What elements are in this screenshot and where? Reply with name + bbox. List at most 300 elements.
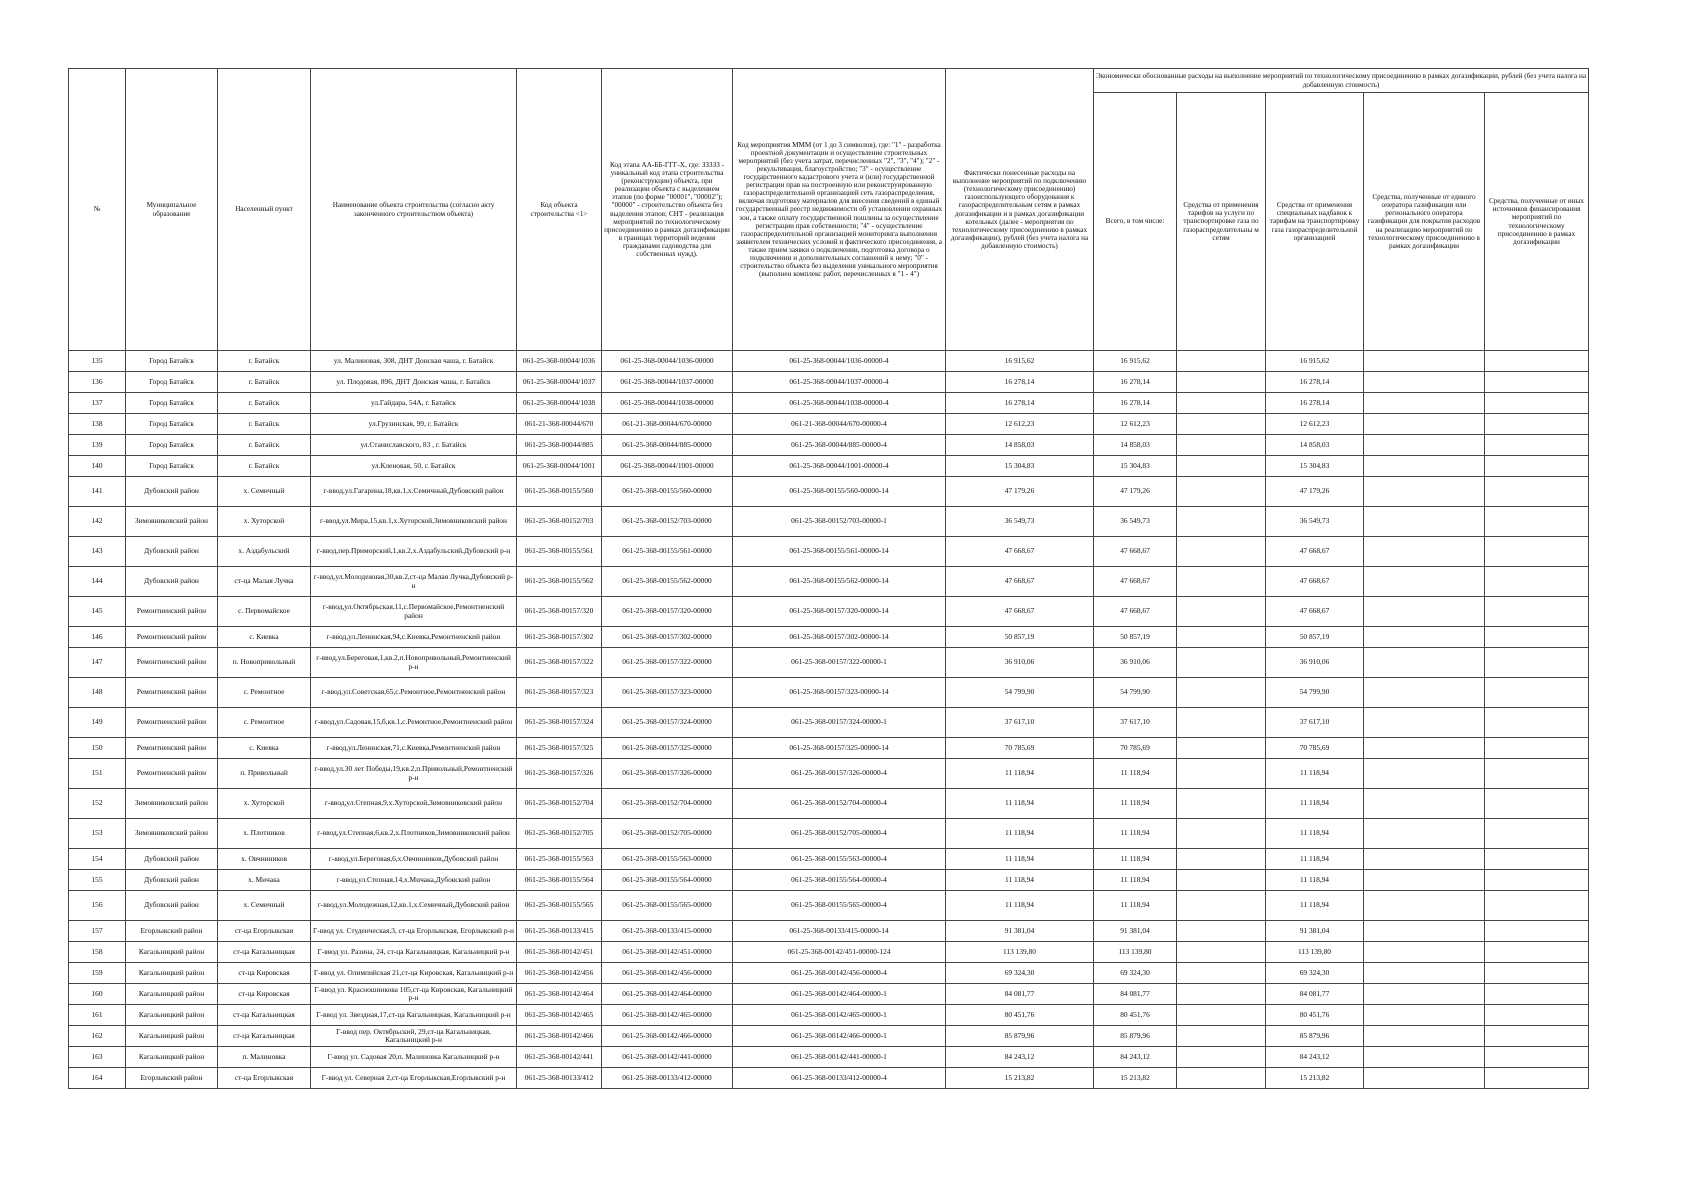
cell-operator-funds — [1364, 1047, 1485, 1068]
cell-surcharge-funds: 16 278,14 — [1266, 372, 1364, 393]
table-row — [69, 414, 1589, 435]
cell-settlement: ст-ца Егорлыкская — [218, 921, 311, 942]
cell-total: 85 879,96 — [1094, 1026, 1177, 1047]
cell-municipality: Кагальницкий район — [126, 942, 218, 963]
table-row — [69, 393, 1589, 414]
cell-object-code: 061-25-368-00155/564 — [517, 870, 602, 891]
cell-surcharge-funds: 16 278,14 — [1266, 393, 1364, 414]
cell-surcharge-funds: 70 785,69 — [1266, 738, 1364, 759]
cell-event-code: 061-25-368-00152/703-00000-1 — [733, 507, 946, 537]
cell-surcharge-funds: 15 213,82 — [1266, 1068, 1364, 1089]
cell-settlement: с. Ремонтное — [218, 708, 311, 738]
cell-event-code: 061-25-368-00157/326-00000-4 — [733, 759, 946, 789]
cell-municipality: Ремонтненский район — [126, 708, 218, 738]
cell-number: 158 — [69, 942, 126, 963]
cell-object-code: 061-25-368-00155/565 — [517, 891, 602, 921]
cell-surcharge-funds: 11 118,94 — [1266, 870, 1364, 891]
cell-municipality: Кагальницкий район — [126, 1005, 218, 1026]
cell-operator-funds — [1364, 759, 1485, 789]
cell-settlement: с. Первомайское — [218, 597, 311, 627]
cell-settlement: ст-ца Кировская — [218, 984, 311, 1005]
cell-other-funds — [1485, 351, 1589, 372]
cell-object-code: 061-25-368-00142/466 — [517, 1026, 602, 1047]
cell-operator-funds — [1364, 1005, 1485, 1026]
col-header-event-code: Код мероприятия ММM (от 1 до 3 символов), где: "1" - разработка проектной документации и осуществление строительных мероприятий (без учета затрат, перечисленных "2", "3", "4"); "2" - рекультивация, благоустройство; "3" - осуществление государственного кадастрового учета и (или) государственной регистрации прав на построенную или реконструированную газораспределительной организацией сеть газораспределения, включая подготовку материалов для внесения сведений в единый государственный реестр недвижимости об установлении охранных зон, а также оплату государственной пошлины за осуществление регистрации прав собственности; "4" - осуществление газораспределительной организацией мониторинга выполнения заявителем технических условий и фактического присоединения, а также прием заявки о подключении, подготовка договора о подключении и дополнительных соглашений к нему; "0" - строительство объекта без выделения уникального мероприятия (выполнен комплекс работ, перечисленных в "1 - 4") — [733, 69, 946, 351]
cell-surcharge-funds: 11 118,94 — [1266, 849, 1364, 870]
cell-number: 162 — [69, 1026, 126, 1047]
cell-surcharge-funds: 15 304,83 — [1266, 456, 1364, 477]
cell-total: 15 304,83 — [1094, 456, 1177, 477]
cell-object-name: г-ввод,ул.Береговая,6,х.Овчинников,Дубовский район — [311, 849, 517, 870]
cell-number: 140 — [69, 456, 126, 477]
cell-total: 84 081,77 — [1094, 984, 1177, 1005]
cell-number: 147 — [69, 648, 126, 678]
table-row — [69, 597, 1589, 627]
cell-number: 150 — [69, 738, 126, 759]
cell-other-funds — [1485, 678, 1589, 708]
cell-object-code: 061-21-368-00044/670 — [517, 414, 602, 435]
cell-settlement: ст-ца Малая Лучка — [218, 567, 311, 597]
cell-number: 157 — [69, 921, 126, 942]
cell-operator-funds — [1364, 1068, 1485, 1089]
cell-object-code: 061-25-368-00044/1036 — [517, 351, 602, 372]
cell-actual-costs: 47 668,67 — [946, 567, 1094, 597]
cell-event-code: 061-25-368-00157/322-00000-1 — [733, 648, 946, 678]
cell-actual-costs: 50 857,19 — [946, 627, 1094, 648]
cell-operator-funds — [1364, 507, 1485, 537]
cell-operator-funds — [1364, 648, 1485, 678]
cell-object-name: ул.Станиславского, 83 , г. Батайск — [311, 435, 517, 456]
cell-total: 16 915,62 — [1094, 351, 1177, 372]
cell-total: 15 213,82 — [1094, 1068, 1177, 1089]
cell-surcharge-funds: 84 243,12 — [1266, 1047, 1364, 1068]
cell-object-code: 061-25-368-00044/1038 — [517, 393, 602, 414]
cell-event-code: 061-25-368-00142/451-00000-124 — [733, 942, 946, 963]
cell-operator-funds — [1364, 789, 1485, 819]
cell-total: 91 381,04 — [1094, 921, 1177, 942]
table-row — [69, 819, 1589, 849]
cell-object-code: 061-25-368-00152/704 — [517, 789, 602, 819]
cell-municipality: Город Батайск — [126, 414, 218, 435]
cell-municipality: Кагальницкий район — [126, 1047, 218, 1068]
cell-object-name: ул. Малиновая, 308, ДНТ Донская чаша, г. Батайск — [311, 351, 517, 372]
cell-settlement: п. Малиновка — [218, 1047, 311, 1068]
col-header-object-code: Код объекта строительства <1> — [517, 69, 602, 351]
cell-object-code: 061-25-368-00157/325 — [517, 738, 602, 759]
cell-object-name: г-ввод,ул.Степная,9,х.Хуторской,Зимовниковский район — [311, 789, 517, 819]
cell-actual-costs: 11 118,94 — [946, 759, 1094, 789]
cell-other-funds — [1485, 627, 1589, 648]
cell-municipality: Город Батайск — [126, 435, 218, 456]
cell-operator-funds — [1364, 351, 1485, 372]
cell-tariff-funds — [1177, 891, 1266, 921]
cell-object-code: 061-25-368-00142/456 — [517, 963, 602, 984]
cell-settlement: г. Батайск — [218, 414, 311, 435]
cell-tariff-funds — [1177, 870, 1266, 891]
cell-object-name: г-ввод,ул.Молодежная,12,кв.1,х.Семичный,Дубовский район — [311, 891, 517, 921]
cell-actual-costs: 12 612,23 — [946, 414, 1094, 435]
table-row — [69, 738, 1589, 759]
cell-event-code: 061-25-368-00044/1038-00000-4 — [733, 393, 946, 414]
cell-stage-code: 061-25-368-00142/466-00000 — [602, 1026, 733, 1047]
cell-operator-funds — [1364, 414, 1485, 435]
cell-tariff-funds — [1177, 372, 1266, 393]
cell-number: 155 — [69, 870, 126, 891]
cell-total: 36 549,73 — [1094, 507, 1177, 537]
cell-settlement: х. Аздабульский — [218, 537, 311, 567]
cell-object-name: г-ввод,ул.Октябрьская,11,с.Первомайское,Ремонтненский район — [311, 597, 517, 627]
table-row — [69, 891, 1589, 921]
cell-actual-costs: 113 139,80 — [946, 942, 1094, 963]
cell-total: 80 451,76 — [1094, 1005, 1177, 1026]
cell-tariff-funds — [1177, 507, 1266, 537]
cell-surcharge-funds: 12 612,23 — [1266, 414, 1364, 435]
cell-surcharge-funds: 11 118,94 — [1266, 759, 1364, 789]
cell-surcharge-funds: 113 139,80 — [1266, 942, 1364, 963]
cell-operator-funds — [1364, 849, 1485, 870]
cell-municipality: Ремонтненский район — [126, 627, 218, 648]
cell-object-name: г-ввод,ул.30 лет Победы,19,кв.2,п.Привольный,Ремонтненский р-н — [311, 759, 517, 789]
cell-operator-funds — [1364, 819, 1485, 849]
cell-total: 69 324,30 — [1094, 963, 1177, 984]
cell-operator-funds — [1364, 984, 1485, 1005]
cell-other-funds — [1485, 870, 1589, 891]
cell-operator-funds — [1364, 537, 1485, 567]
cell-number: 136 — [69, 372, 126, 393]
cell-object-code: 061-25-368-00142/465 — [517, 1005, 602, 1026]
table-row — [69, 627, 1589, 648]
cell-other-funds — [1485, 597, 1589, 627]
cell-surcharge-funds: 11 118,94 — [1266, 891, 1364, 921]
cell-tariff-funds — [1177, 567, 1266, 597]
cell-actual-costs: 15 213,82 — [946, 1068, 1094, 1089]
cell-other-funds — [1485, 435, 1589, 456]
cell-actual-costs: 84 243,12 — [946, 1047, 1094, 1068]
cell-tariff-funds — [1177, 393, 1266, 414]
cell-total: 70 785,69 — [1094, 738, 1177, 759]
cell-settlement: х. Хуторской — [218, 507, 311, 537]
cell-stage-code: 061-25-368-00142/441-00000 — [602, 1047, 733, 1068]
cell-stage-code: 061-25-368-00142/451-00000 — [602, 942, 733, 963]
cell-number: 141 — [69, 477, 126, 507]
cell-event-code: 061-25-368-00044/885-00000-4 — [733, 435, 946, 456]
table-row — [69, 789, 1589, 819]
cell-tariff-funds — [1177, 708, 1266, 738]
cell-actual-costs: 11 118,94 — [946, 849, 1094, 870]
cell-stage-code: 061-25-368-00157/302-00000 — [602, 627, 733, 648]
table-row — [69, 849, 1589, 870]
cell-stage-code: 061-25-368-00152/703-00000 — [602, 507, 733, 537]
cell-tariff-funds — [1177, 627, 1266, 648]
col-group-header-justified-costs: Экономически обоснованные расходы на выполнение мероприятий по технологическому присоединению в рамках догазификации, рублей (без учета налога на добавленную стоимость) — [1094, 69, 1589, 93]
cell-settlement: п. Новопривольный — [218, 648, 311, 678]
cell-municipality: Дубовский район — [126, 891, 218, 921]
cell-settlement: с. Киевка — [218, 738, 311, 759]
cell-other-funds — [1485, 393, 1589, 414]
table-row — [69, 708, 1589, 738]
cell-settlement: ст-ца Кировская — [218, 963, 311, 984]
cell-object-name: Г-ввод пер. Октябрьский, 29,ст-ца Кагальницкая, Кагальницкий р-н — [311, 1026, 517, 1047]
cell-object-name: Г-ввод ул. Садовая 20,п. Малиновка Кагальницкий р-н — [311, 1047, 517, 1068]
cell-tariff-funds — [1177, 1068, 1266, 1089]
cell-event-code: 061-25-368-00155/563-00000-4 — [733, 849, 946, 870]
cell-municipality: Город Батайск — [126, 372, 218, 393]
cell-municipality: Егорлыкский район — [126, 921, 218, 942]
col-header-number: № — [69, 69, 126, 351]
cell-object-name: г-ввод,ул.Ленинская,94,с.Киевка,Ремонтненский район — [311, 627, 517, 648]
cell-operator-funds — [1364, 567, 1485, 597]
col-header-total: Всего, в том числе: — [1094, 93, 1177, 351]
cell-total: 37 617,10 — [1094, 708, 1177, 738]
cell-municipality: Город Батайск — [126, 351, 218, 372]
cell-number: 144 — [69, 567, 126, 597]
cell-number: 138 — [69, 414, 126, 435]
cell-actual-costs: 14 858,03 — [946, 435, 1094, 456]
cell-event-code: 061-25-368-00044/1001-00000-4 — [733, 456, 946, 477]
col-header-operator-funds: Средства, полученные от единого оператора газификации или регионального оператора газификации для покрытия расходов на реализацию мероприятий по технологическому присоединению в рамках догазификации — [1364, 93, 1485, 351]
cell-surcharge-funds: 80 451,76 — [1266, 1005, 1364, 1026]
cell-stage-code: 061-25-368-00157/323-00000 — [602, 678, 733, 708]
cell-settlement: ст-ца Кагальницкая — [218, 942, 311, 963]
cell-settlement: х. Семичный — [218, 477, 311, 507]
cell-event-code: 061-25-368-00155/565-00000-4 — [733, 891, 946, 921]
cell-surcharge-funds: 37 617,10 — [1266, 708, 1364, 738]
cell-actual-costs: 47 668,67 — [946, 537, 1094, 567]
cell-object-name: г-ввод,ул.Ленинская,71,с.Киевка,Ремонтненский район — [311, 738, 517, 759]
cell-number: 156 — [69, 891, 126, 921]
cell-tariff-funds — [1177, 984, 1266, 1005]
cell-number: 151 — [69, 759, 126, 789]
cell-other-funds — [1485, 738, 1589, 759]
cell-object-code: 061-25-368-00157/322 — [517, 648, 602, 678]
table-row — [69, 1068, 1589, 1089]
cell-other-funds — [1485, 789, 1589, 819]
cell-total: 12 612,23 — [1094, 414, 1177, 435]
cell-settlement: х. Хуторской — [218, 789, 311, 819]
cell-operator-funds — [1364, 678, 1485, 708]
cell-tariff-funds — [1177, 849, 1266, 870]
cell-municipality: Ремонтненский район — [126, 648, 218, 678]
cell-municipality: Кагальницкий район — [126, 1026, 218, 1047]
cell-municipality: Ремонтненский район — [126, 759, 218, 789]
cell-number: 161 — [69, 1005, 126, 1026]
cell-municipality: Дубовский район — [126, 537, 218, 567]
cell-object-name: г-ввод,пер.Приморский,1,кв.2,х.Аздабульский,Дубовский р-н — [311, 537, 517, 567]
cell-other-funds — [1485, 507, 1589, 537]
cell-other-funds — [1485, 372, 1589, 393]
cell-other-funds — [1485, 1047, 1589, 1068]
cell-object-name: ул.Грузинская, 99, г. Батайск — [311, 414, 517, 435]
cell-tariff-funds — [1177, 414, 1266, 435]
cell-event-code: 061-25-368-00142/466-00000-1 — [733, 1026, 946, 1047]
cell-tariff-funds — [1177, 351, 1266, 372]
cell-settlement: г. Батайск — [218, 351, 311, 372]
cell-other-funds — [1485, 819, 1589, 849]
cell-municipality: Дубовский район — [126, 849, 218, 870]
cell-stage-code: 061-25-368-00157/326-00000 — [602, 759, 733, 789]
cell-surcharge-funds: 50 857,19 — [1266, 627, 1364, 648]
cell-other-funds — [1485, 1005, 1589, 1026]
cell-number: 146 — [69, 627, 126, 648]
table-row — [69, 678, 1589, 708]
cell-other-funds — [1485, 1068, 1589, 1089]
cell-number: 159 — [69, 963, 126, 984]
cell-object-code: 061-25-368-00044/885 — [517, 435, 602, 456]
cell-municipality: Дубовский район — [126, 477, 218, 507]
cell-surcharge-funds: 11 118,94 — [1266, 789, 1364, 819]
cell-operator-funds — [1364, 891, 1485, 921]
cell-object-code: 061-25-368-00155/563 — [517, 849, 602, 870]
table-row — [69, 477, 1589, 507]
cell-stage-code: 061-25-368-00155/561-00000 — [602, 537, 733, 567]
cell-operator-funds — [1364, 921, 1485, 942]
cell-actual-costs: 15 304,83 — [946, 456, 1094, 477]
cell-stage-code: 061-25-368-00133/415-00000 — [602, 921, 733, 942]
cell-total: 11 118,94 — [1094, 870, 1177, 891]
cell-event-code: 061-25-368-00157/302-00000-14 — [733, 627, 946, 648]
cell-municipality: Егорлыкский район — [126, 1068, 218, 1089]
cell-operator-funds — [1364, 627, 1485, 648]
cell-settlement: г. Батайск — [218, 435, 311, 456]
cell-total: 14 858,03 — [1094, 435, 1177, 456]
col-header-municipality: Муниципальное образование — [126, 69, 218, 351]
cell-stage-code: 061-25-368-00044/1038-00000 — [602, 393, 733, 414]
cell-total: 11 118,94 — [1094, 819, 1177, 849]
cell-municipality: Зимовниковский район — [126, 819, 218, 849]
cell-actual-costs: 80 451,76 — [946, 1005, 1094, 1026]
cell-tariff-funds — [1177, 477, 1266, 507]
cell-actual-costs: 36 910,06 — [946, 648, 1094, 678]
cell-surcharge-funds: 11 118,94 — [1266, 819, 1364, 849]
cell-total: 47 668,67 — [1094, 567, 1177, 597]
cell-other-funds — [1485, 567, 1589, 597]
cell-stage-code: 061-25-368-00142/465-00000 — [602, 1005, 733, 1026]
cell-number: 143 — [69, 537, 126, 567]
cell-total: 11 118,94 — [1094, 891, 1177, 921]
cell-other-funds — [1485, 891, 1589, 921]
table-row — [69, 984, 1589, 1005]
cell-operator-funds — [1364, 963, 1485, 984]
cell-municipality: Кагальницкий район — [126, 963, 218, 984]
cell-stage-code: 061-25-368-00044/885-00000 — [602, 435, 733, 456]
cell-total: 47 668,67 — [1094, 537, 1177, 567]
cell-event-code: 061-25-368-00155/564-00000-4 — [733, 870, 946, 891]
cell-total: 84 243,12 — [1094, 1047, 1177, 1068]
table-row — [69, 921, 1589, 942]
cell-stage-code: 061-21-368-00044/670-00000 — [602, 414, 733, 435]
cell-actual-costs: 11 118,94 — [946, 789, 1094, 819]
cell-object-code: 061-25-368-00133/412 — [517, 1068, 602, 1089]
cell-object-code: 061-25-368-00044/1001 — [517, 456, 602, 477]
table-row — [69, 537, 1589, 567]
cell-stage-code: 061-25-368-00152/705-00000 — [602, 819, 733, 849]
table-row — [69, 507, 1589, 537]
cell-total: 36 910,06 — [1094, 648, 1177, 678]
cell-surcharge-funds: 14 858,03 — [1266, 435, 1364, 456]
cell-settlement: ст-ца Кагальницкая — [218, 1005, 311, 1026]
cell-stage-code: 061-25-368-00142/456-00000 — [602, 963, 733, 984]
cell-tariff-funds — [1177, 921, 1266, 942]
cell-object-name: г-ввод,ул.Садовая,15,б,кв.1,с.Ремонтное,Ремонтненский район — [311, 708, 517, 738]
cell-number: 153 — [69, 819, 126, 849]
cell-object-code: 061-25-368-00155/562 — [517, 567, 602, 597]
col-header-surcharge-funds: Средства от применения специальных надбавок к тарифам на транспортировку газа газораспределительной организацией — [1266, 93, 1364, 351]
cell-other-funds — [1485, 942, 1589, 963]
cell-settlement: х. Мичака — [218, 870, 311, 891]
table-row — [69, 942, 1589, 963]
col-header-tariff-funds: Средства от применения тарифов на услуги по транспортировке газа по газораспределительны м сетям — [1177, 93, 1266, 351]
cell-object-code: 061-25-368-00142/441 — [517, 1047, 602, 1068]
cell-stage-code: 061-25-368-00157/322-00000 — [602, 648, 733, 678]
cell-object-code: 061-25-368-00157/302 — [517, 627, 602, 648]
cell-object-name: г-ввод,ул.Береговая,1,кв.2,п.Новопривольный,Ремонтненский р-н — [311, 648, 517, 678]
col-header-settlement: Населенный пункт — [218, 69, 311, 351]
cell-object-name: Г-ввод ул. Северная 2,ст-ца Егорлыкская,Егорлыкский р-н — [311, 1068, 517, 1089]
table-header — [69, 69, 1589, 351]
table-row — [69, 567, 1589, 597]
cell-surcharge-funds: 36 910,06 — [1266, 648, 1364, 678]
table-row — [69, 372, 1589, 393]
cell-number: 152 — [69, 789, 126, 819]
cell-operator-funds — [1364, 597, 1485, 627]
cell-tariff-funds — [1177, 1026, 1266, 1047]
cell-actual-costs: 47 668,67 — [946, 597, 1094, 627]
table-row — [69, 1026, 1589, 1047]
cell-event-code: 061-25-368-00152/704-00000-4 — [733, 789, 946, 819]
cell-stage-code: 061-25-368-00044/1001-00000 — [602, 456, 733, 477]
cell-municipality: Ремонтненский район — [126, 738, 218, 759]
table-row — [69, 759, 1589, 789]
cell-object-name: Г-ввод ул. Красношинкова 105,ст-ца Кировская, Кагальницкий р-н — [311, 984, 517, 1005]
cell-object-code: 061-25-368-00133/415 — [517, 921, 602, 942]
cell-surcharge-funds: 47 668,67 — [1266, 567, 1364, 597]
cell-object-code: 061-25-368-00044/1037 — [517, 372, 602, 393]
cell-municipality: Город Батайск — [126, 393, 218, 414]
cell-municipality: Зимовниковский район — [126, 789, 218, 819]
cell-total: 11 118,94 — [1094, 849, 1177, 870]
cell-total: 11 118,94 — [1094, 759, 1177, 789]
cell-settlement: х. Семичный — [218, 891, 311, 921]
cell-tariff-funds — [1177, 456, 1266, 477]
col-header-actual-costs: Фактически понесенные расходы на выполнение мероприятий по подключению (технологическому присоединению) газоиспользующего оборудования к газораспределительным сетям в рамках догазификации и в рамках догазификации котельных (далее - мероприятия по технологическому присоединению в рамках догазификации), рублей (без учета налога на добавленную стоимость) — [946, 69, 1094, 351]
cell-other-funds — [1485, 849, 1589, 870]
cell-operator-funds — [1364, 456, 1485, 477]
cell-settlement: с. Киевка — [218, 627, 311, 648]
cell-object-name: Г-ввод ул. Олимпийская 21,ст-ца Кировская, Кагальницкий р-н — [311, 963, 517, 984]
cell-event-code: 061-21-368-00044/670-00000-4 — [733, 414, 946, 435]
cell-object-name: ул.Гайдара, 54А, г. Батайск — [311, 393, 517, 414]
cell-tariff-funds — [1177, 738, 1266, 759]
cell-tariff-funds — [1177, 819, 1266, 849]
cell-actual-costs: 16 278,14 — [946, 372, 1094, 393]
cell-number: 149 — [69, 708, 126, 738]
cell-actual-costs: 70 785,69 — [946, 738, 1094, 759]
cell-other-funds — [1485, 537, 1589, 567]
cell-object-name: ул.Кленовая, 50, г. Батайск — [311, 456, 517, 477]
cell-total: 16 278,14 — [1094, 393, 1177, 414]
table-row — [69, 648, 1589, 678]
cell-object-code: 061-25-368-00142/464 — [517, 984, 602, 1005]
cell-operator-funds — [1364, 942, 1485, 963]
col-header-object-name: Наименование объекта строительства (согласно акту законченного строительством объекта) — [311, 69, 517, 351]
cell-surcharge-funds: 47 179,26 — [1266, 477, 1364, 507]
cell-surcharge-funds: 69 324,30 — [1266, 963, 1364, 984]
cell-event-code: 061-25-368-00142/465-00000-1 — [733, 1005, 946, 1026]
cell-object-name: Г-ввод ул. Разина, 24, ст-ца Кагальницкая, Кагальницкий р-н — [311, 942, 517, 963]
cell-number: 154 — [69, 849, 126, 870]
cell-object-code: 061-25-368-00142/451 — [517, 942, 602, 963]
cell-event-code: 061-25-368-00142/464-00000-1 — [733, 984, 946, 1005]
